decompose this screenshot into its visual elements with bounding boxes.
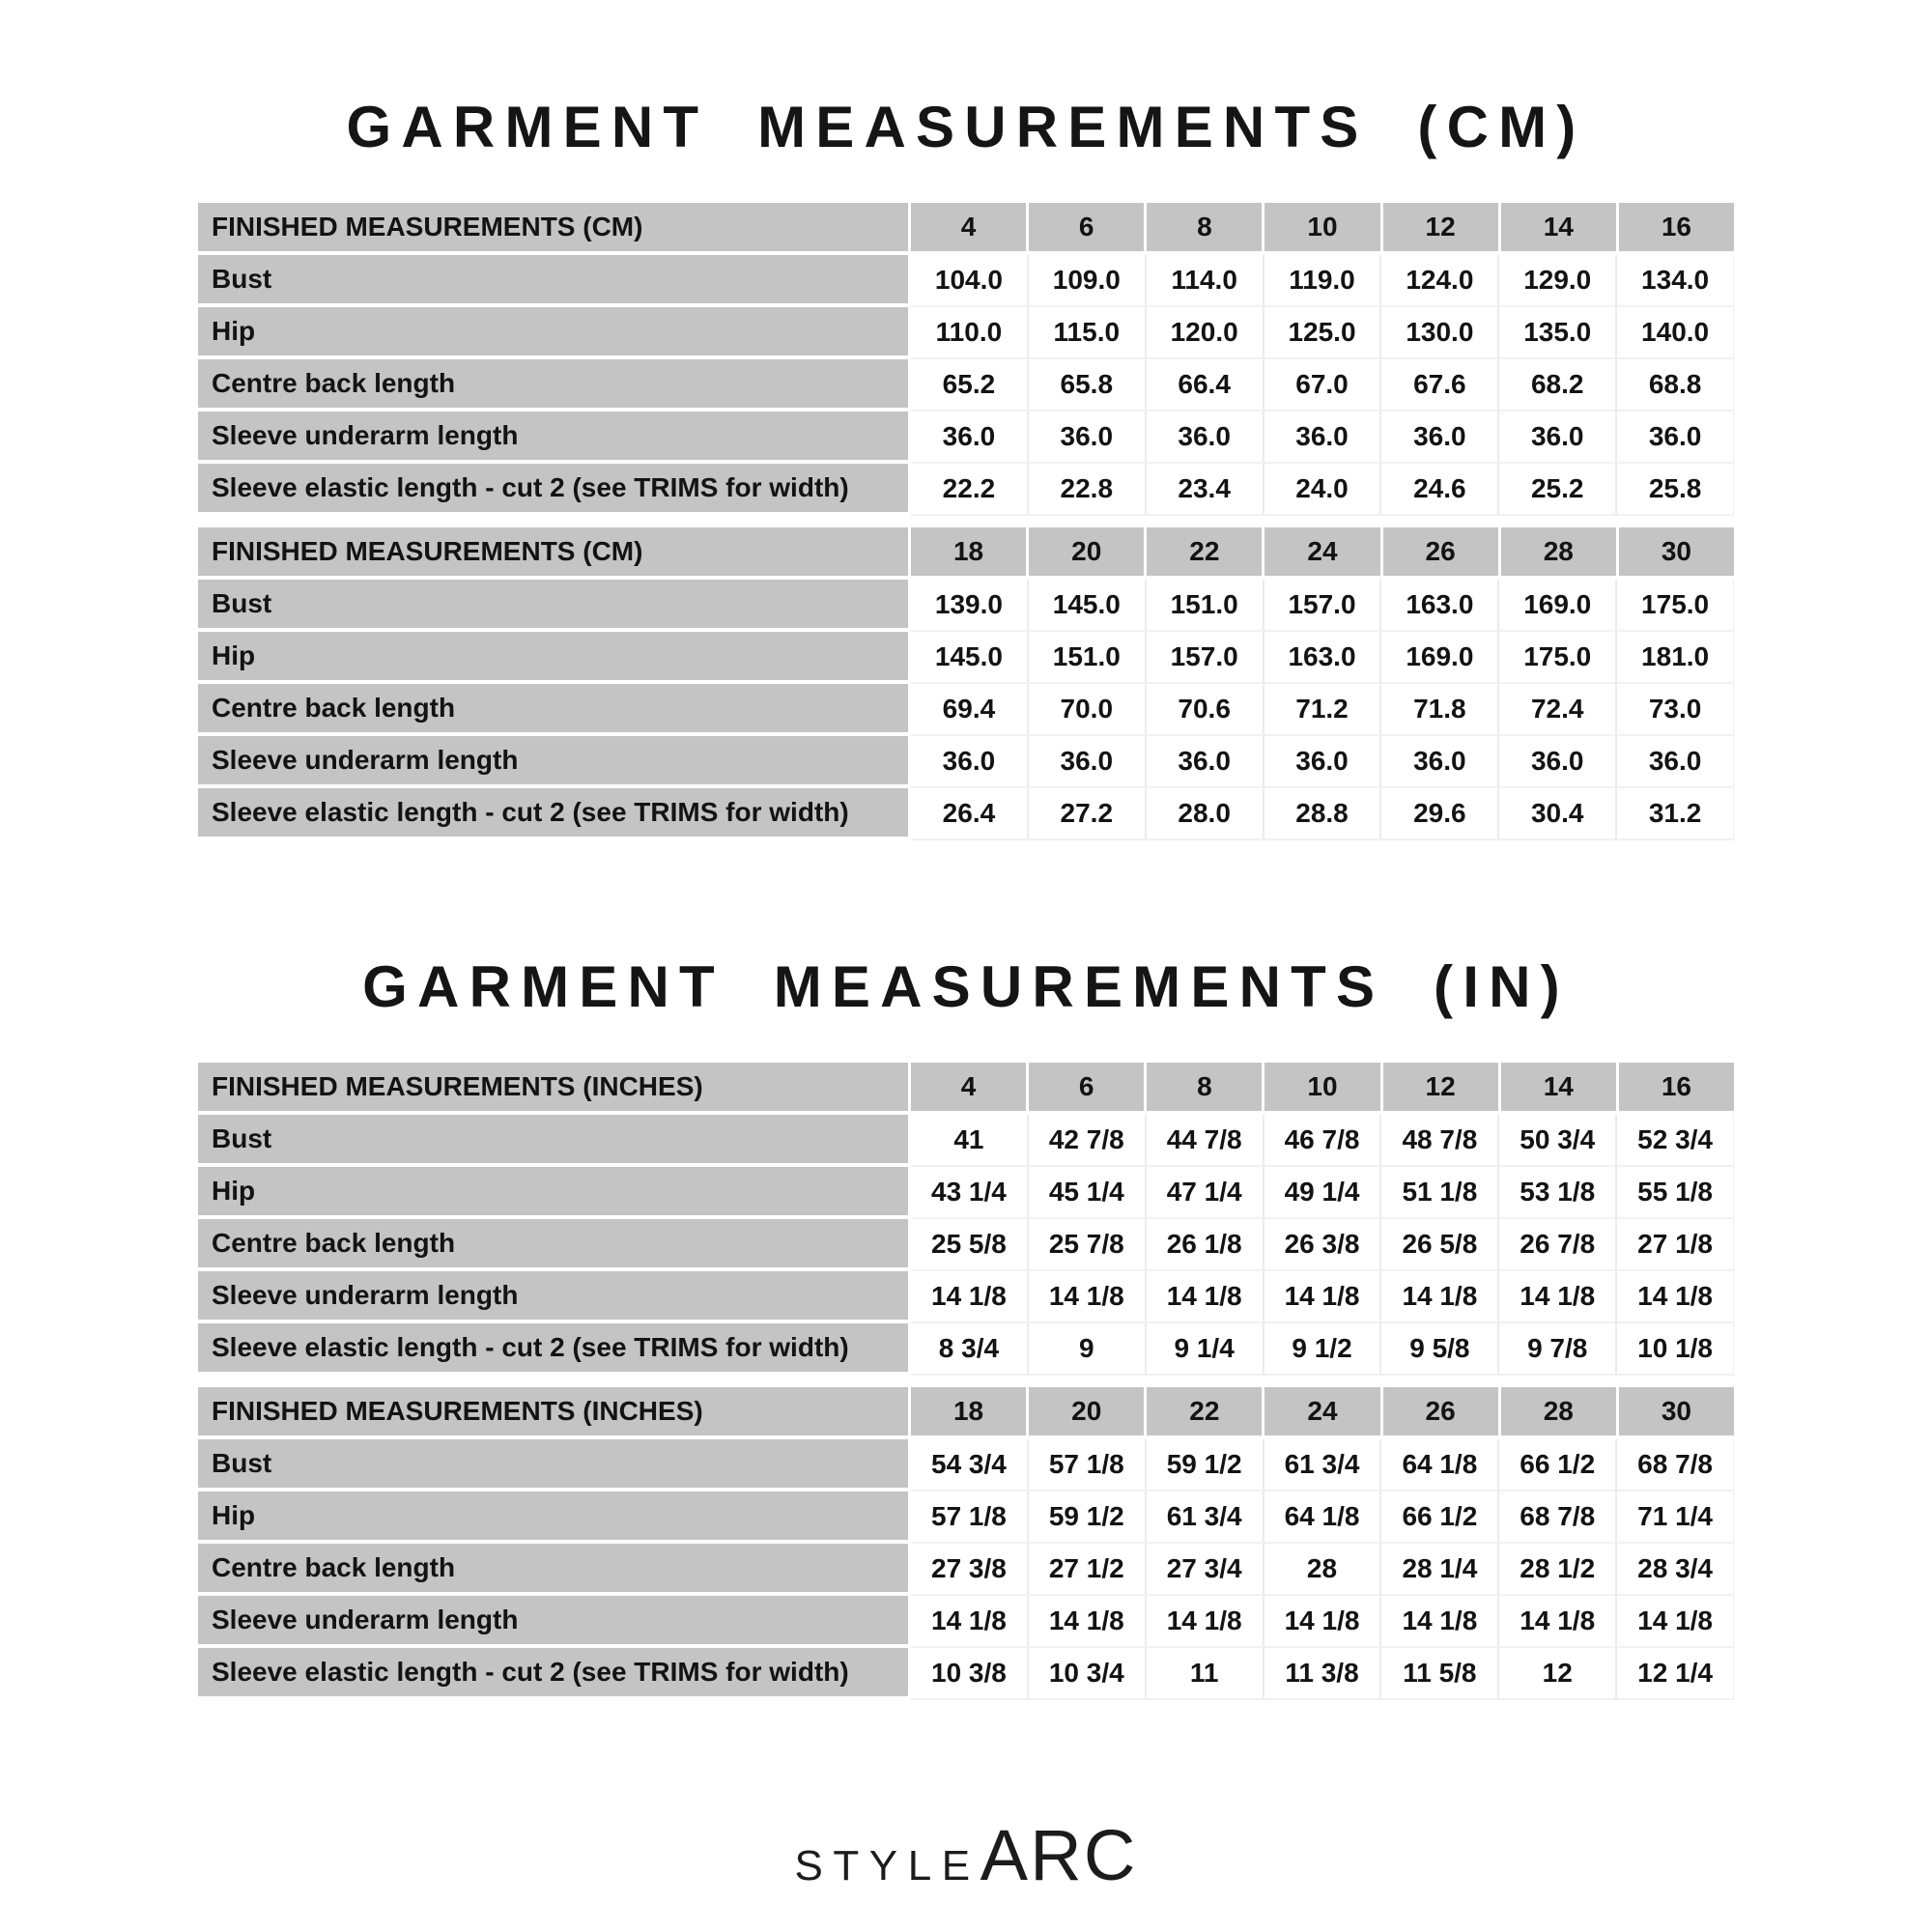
table-row <box>198 1492 1734 1544</box>
table-row <box>198 1271 1734 1323</box>
size-column-header: 8 <box>1147 1063 1264 1115</box>
measurement-value: 175.0 <box>1499 632 1617 684</box>
row-label: Sleeve underarm length <box>198 736 911 788</box>
measurement-value: 59 1/2 <box>1029 1492 1147 1544</box>
table-header-row <box>198 527 1734 580</box>
measurement-value: 10 3/8 <box>911 1648 1029 1700</box>
measurement-value: 130.0 <box>1381 307 1499 359</box>
measurement-value: 27 1/8 <box>1617 1219 1734 1271</box>
size-column-header: 18 <box>911 527 1029 580</box>
measurement-value: 9 7/8 <box>1499 1323 1617 1376</box>
measurement-value: 36.0 <box>1264 412 1382 464</box>
measurement-table <box>198 1063 1734 1376</box>
measurement-value: 57 1/8 <box>911 1492 1029 1544</box>
measurement-value: 68 7/8 <box>1617 1439 1734 1492</box>
measurement-value: 151.0 <box>1147 580 1264 632</box>
measurement-value: 124.0 <box>1381 255 1499 307</box>
measurement-value: 36.0 <box>1147 736 1264 788</box>
measurement-value: 119.0 <box>1264 255 1382 307</box>
measurement-value: 23.4 <box>1147 464 1264 516</box>
section-title-cm: GARMENT MEASUREMENTS (CM) <box>346 95 1586 159</box>
table-row <box>198 736 1734 788</box>
measurement-value: 129.0 <box>1499 255 1617 307</box>
measurement-value: 11 <box>1147 1648 1264 1700</box>
measurement-value: 169.0 <box>1499 580 1617 632</box>
measurement-value: 22.2 <box>911 464 1029 516</box>
measurement-value: 14 1/8 <box>1617 1596 1734 1648</box>
measurement-value: 48 7/8 <box>1381 1115 1499 1167</box>
measurement-value: 42 7/8 <box>1029 1115 1147 1167</box>
measurement-value: 41 <box>911 1115 1029 1167</box>
measurement-table <box>198 527 1734 840</box>
measurement-value: 30.4 <box>1499 788 1617 840</box>
measurement-value: 9 1/2 <box>1264 1323 1382 1376</box>
size-column-header: 24 <box>1264 527 1382 580</box>
row-label: Sleeve elastic length - cut 2 (see TRIMS for width) <box>198 464 911 516</box>
measurement-value: 25.2 <box>1499 464 1617 516</box>
size-column-header: 16 <box>1619 203 1734 255</box>
measurement-table <box>198 1387 1734 1700</box>
row-label: Sleeve underarm length <box>198 1596 911 1648</box>
measurement-value: 43 1/4 <box>911 1167 1029 1219</box>
row-label: Centre back length <box>198 359 911 412</box>
section-in <box>0 852 1932 1700</box>
tables-cm <box>0 203 1932 840</box>
measurement-value: 26 3/8 <box>1264 1219 1382 1271</box>
measurement-value: 66.4 <box>1147 359 1264 412</box>
measurement-value: 10 3/4 <box>1029 1648 1147 1700</box>
logo-text-style: STYLE <box>794 1842 980 1889</box>
size-column-header: 14 <box>1501 1063 1619 1115</box>
measurement-value: 29.6 <box>1381 788 1499 840</box>
measurement-value: 28 1/2 <box>1499 1544 1617 1596</box>
measurement-value: 47 1/4 <box>1147 1167 1264 1219</box>
measurement-value: 181.0 <box>1617 632 1734 684</box>
measurement-value: 68.8 <box>1617 359 1734 412</box>
measurement-value: 110.0 <box>911 307 1029 359</box>
measurement-value: 9 1/4 <box>1147 1323 1264 1376</box>
tables-in <box>0 1063 1932 1700</box>
row-label: Sleeve underarm length <box>198 1271 911 1323</box>
measurement-value: 36.0 <box>911 412 1029 464</box>
measurement-value: 55 1/8 <box>1617 1167 1734 1219</box>
table-row <box>198 1323 1734 1376</box>
measurement-value: 71 1/4 <box>1617 1492 1734 1544</box>
row-label: Bust <box>198 1439 911 1492</box>
section-cm <box>0 0 1932 840</box>
table-row <box>198 412 1734 464</box>
row-label: Bust <box>198 580 911 632</box>
measurement-value: 14 1/8 <box>1381 1271 1499 1323</box>
measurement-value: 31.2 <box>1617 788 1734 840</box>
measurement-value: 145.0 <box>911 632 1029 684</box>
table-row <box>198 359 1734 412</box>
measurement-value: 36.0 <box>1029 412 1147 464</box>
size-column-header: 16 <box>1619 1063 1734 1115</box>
measurement-value: 54 3/4 <box>911 1439 1029 1492</box>
measurement-value: 25 5/8 <box>911 1219 1029 1271</box>
measurement-value: 50 3/4 <box>1499 1115 1617 1167</box>
measurement-value: 22.8 <box>1029 464 1147 516</box>
row-label: Bust <box>198 1115 911 1167</box>
measurement-value: 24.6 <box>1381 464 1499 516</box>
measurement-value: 9 5/8 <box>1381 1323 1499 1376</box>
measurement-value: 134.0 <box>1617 255 1734 307</box>
measurement-value: 9 <box>1029 1323 1147 1376</box>
table-row <box>198 580 1734 632</box>
measurement-value: 72.4 <box>1499 684 1617 736</box>
table-row <box>198 1439 1734 1492</box>
measurement-value: 169.0 <box>1381 632 1499 684</box>
measurement-value: 28.8 <box>1264 788 1382 840</box>
size-column-header: 6 <box>1029 203 1147 255</box>
measurement-value: 44 7/8 <box>1147 1115 1264 1167</box>
measurement-table <box>198 203 1734 516</box>
measurement-value: 11 3/8 <box>1264 1648 1382 1700</box>
measurement-value: 67.6 <box>1381 359 1499 412</box>
measurement-value: 26 1/8 <box>1147 1219 1264 1271</box>
row-label: Sleeve elastic length - cut 2 (see TRIMS for width) <box>198 1323 911 1376</box>
measurement-value: 8 3/4 <box>911 1323 1029 1376</box>
table-row <box>198 307 1734 359</box>
size-column-header: 6 <box>1029 1063 1147 1115</box>
size-column-header: 14 <box>1501 203 1619 255</box>
measurement-value: 36.0 <box>1617 736 1734 788</box>
footer <box>0 1814 1932 1896</box>
table-row <box>198 632 1734 684</box>
logo-text-arc: ARC <box>980 1815 1138 1895</box>
size-column-header: 26 <box>1383 1387 1501 1439</box>
table-row <box>198 255 1734 307</box>
size-column-header: 10 <box>1264 203 1382 255</box>
table-header-row <box>198 1063 1734 1115</box>
measurement-value: 70.0 <box>1029 684 1147 736</box>
measurement-value: 12 1/4 <box>1617 1648 1734 1700</box>
measurement-value: 59 1/2 <box>1147 1439 1264 1492</box>
measurement-value: 163.0 <box>1381 580 1499 632</box>
measurement-value: 14 1/8 <box>1381 1596 1499 1648</box>
measurement-value: 14 1/8 <box>1147 1271 1264 1323</box>
measurement-value: 70.6 <box>1147 684 1264 736</box>
measurement-value: 14 1/8 <box>911 1271 1029 1323</box>
measurement-value: 109.0 <box>1029 255 1147 307</box>
measurement-value: 61 3/4 <box>1147 1492 1264 1544</box>
measurement-value: 24.0 <box>1264 464 1382 516</box>
table-row <box>198 464 1734 516</box>
table-header-row <box>198 203 1734 255</box>
measurement-value: 36.0 <box>1264 736 1382 788</box>
measurement-value: 45 1/4 <box>1029 1167 1147 1219</box>
measurement-value: 36.0 <box>1381 412 1499 464</box>
table-row <box>198 1167 1734 1219</box>
measurement-value: 114.0 <box>1147 255 1264 307</box>
measurement-value: 175.0 <box>1617 580 1734 632</box>
table-header-row <box>198 1387 1734 1439</box>
measurement-value: 36.0 <box>911 736 1029 788</box>
measurement-value: 36.0 <box>1617 412 1734 464</box>
size-column-header: 4 <box>911 203 1029 255</box>
row-label: Centre back length <box>198 684 911 736</box>
row-label: Sleeve elastic length - cut 2 (see TRIMS for width) <box>198 788 911 840</box>
stylearc-logo <box>794 1814 1137 1896</box>
measurement-value: 51 1/8 <box>1381 1167 1499 1219</box>
measurement-value: 14 1/8 <box>911 1596 1029 1648</box>
table-row <box>198 1219 1734 1271</box>
size-column-header: 22 <box>1147 527 1264 580</box>
measurement-value: 139.0 <box>911 580 1029 632</box>
measurement-value: 27 3/4 <box>1147 1544 1264 1596</box>
measurement-value: 36.0 <box>1499 412 1617 464</box>
row-label: Sleeve elastic length - cut 2 (see TRIMS for width) <box>198 1648 911 1700</box>
measurement-value: 27 3/8 <box>911 1544 1029 1596</box>
size-column-header: 20 <box>1029 527 1147 580</box>
measurement-value: 68 7/8 <box>1499 1492 1617 1544</box>
measurement-value: 46 7/8 <box>1264 1115 1382 1167</box>
size-column-header: 24 <box>1264 1387 1382 1439</box>
measurement-value: 36.0 <box>1147 412 1264 464</box>
measurement-value: 28.0 <box>1147 788 1264 840</box>
size-column-header: 18 <box>911 1387 1029 1439</box>
size-column-header: 4 <box>911 1063 1029 1115</box>
table-header-label: FINISHED MEASUREMENTS (INCHES) <box>198 1387 911 1439</box>
measurement-value: 163.0 <box>1264 632 1382 684</box>
table-header-label: FINISHED MEASUREMENTS (CM) <box>198 203 911 255</box>
table-row <box>198 1115 1734 1167</box>
size-column-header: 12 <box>1383 1063 1501 1115</box>
measurement-value: 67.0 <box>1264 359 1382 412</box>
measurement-value: 26.4 <box>911 788 1029 840</box>
size-column-header: 28 <box>1501 1387 1619 1439</box>
size-column-header: 28 <box>1501 527 1619 580</box>
measurement-value: 14 1/8 <box>1499 1596 1617 1648</box>
measurement-value: 26 7/8 <box>1499 1219 1617 1271</box>
measurement-value: 36.0 <box>1381 736 1499 788</box>
measurement-value: 64 1/8 <box>1264 1492 1382 1544</box>
measurement-value: 28 <box>1264 1544 1382 1596</box>
measurement-value: 57 1/8 <box>1029 1439 1147 1492</box>
measurement-value: 53 1/8 <box>1499 1167 1617 1219</box>
size-column-header: 8 <box>1147 203 1264 255</box>
measurement-value: 25.8 <box>1617 464 1734 516</box>
measurement-value: 151.0 <box>1029 632 1147 684</box>
measurement-value: 49 1/4 <box>1264 1167 1382 1219</box>
measurement-value: 14 1/8 <box>1617 1271 1734 1323</box>
section-title-in: GARMENT MEASUREMENTS (IN) <box>362 954 1570 1019</box>
row-label: Hip <box>198 632 911 684</box>
measurement-value: 104.0 <box>911 255 1029 307</box>
measurement-value: 120.0 <box>1147 307 1264 359</box>
measurement-value: 12 <box>1499 1648 1617 1700</box>
size-column-header: 30 <box>1619 1387 1734 1439</box>
table-row <box>198 788 1734 840</box>
row-label: Sleeve underarm length <box>198 412 911 464</box>
size-column-header: 22 <box>1147 1387 1264 1439</box>
size-column-header: 10 <box>1264 1063 1382 1115</box>
measurement-value: 14 1/8 <box>1499 1271 1617 1323</box>
measurement-value: 14 1/8 <box>1147 1596 1264 1648</box>
measurement-value: 157.0 <box>1147 632 1264 684</box>
measurement-value: 71.2 <box>1264 684 1382 736</box>
measurement-value: 11 5/8 <box>1381 1648 1499 1700</box>
measurement-value: 145.0 <box>1029 580 1147 632</box>
size-column-header: 12 <box>1383 203 1501 255</box>
size-column-header: 26 <box>1383 527 1501 580</box>
row-label: Bust <box>198 255 911 307</box>
measurement-value: 28 3/4 <box>1617 1544 1734 1596</box>
table-row <box>198 1648 1734 1700</box>
measurement-value: 27.2 <box>1029 788 1147 840</box>
row-label: Centre back length <box>198 1219 911 1271</box>
measurement-value: 10 1/8 <box>1617 1323 1734 1376</box>
measurement-value: 125.0 <box>1264 307 1382 359</box>
measurement-value: 14 1/8 <box>1029 1271 1147 1323</box>
measurement-value: 68.2 <box>1499 359 1617 412</box>
row-label: Hip <box>198 1167 911 1219</box>
table-header-label: FINISHED MEASUREMENTS (INCHES) <box>198 1063 911 1115</box>
measurement-value: 64 1/8 <box>1381 1439 1499 1492</box>
measurement-value: 36.0 <box>1029 736 1147 788</box>
table-row <box>198 684 1734 736</box>
size-column-header: 30 <box>1619 527 1734 580</box>
measurement-value: 26 5/8 <box>1381 1219 1499 1271</box>
measurement-value: 66 1/2 <box>1381 1492 1499 1544</box>
table-row <box>198 1596 1734 1648</box>
row-label: Centre back length <box>198 1544 911 1596</box>
measurement-value: 65.8 <box>1029 359 1147 412</box>
measurement-value: 14 1/8 <box>1264 1271 1382 1323</box>
measurement-value: 65.2 <box>911 359 1029 412</box>
row-label: Hip <box>198 1492 911 1544</box>
measurement-value: 14 1/8 <box>1029 1596 1147 1648</box>
measurement-value: 69.4 <box>911 684 1029 736</box>
row-label: Hip <box>198 307 911 359</box>
size-column-header: 20 <box>1029 1387 1147 1439</box>
measurement-value: 61 3/4 <box>1264 1439 1382 1492</box>
measurement-value: 14 1/8 <box>1264 1596 1382 1648</box>
measurement-value: 140.0 <box>1617 307 1734 359</box>
measurement-value: 135.0 <box>1499 307 1617 359</box>
measurement-value: 52 3/4 <box>1617 1115 1734 1167</box>
measurement-value: 73.0 <box>1617 684 1734 736</box>
measurement-value: 27 1/2 <box>1029 1544 1147 1596</box>
measurement-value: 25 7/8 <box>1029 1219 1147 1271</box>
measurement-value: 36.0 <box>1499 736 1617 788</box>
measurement-value: 71.8 <box>1381 684 1499 736</box>
table-row <box>198 1544 1734 1596</box>
measurement-value: 157.0 <box>1264 580 1382 632</box>
table-header-label: FINISHED MEASUREMENTS (CM) <box>198 527 911 580</box>
measurement-value: 28 1/4 <box>1381 1544 1499 1596</box>
measurement-value: 66 1/2 <box>1499 1439 1617 1492</box>
measurement-value: 115.0 <box>1029 307 1147 359</box>
